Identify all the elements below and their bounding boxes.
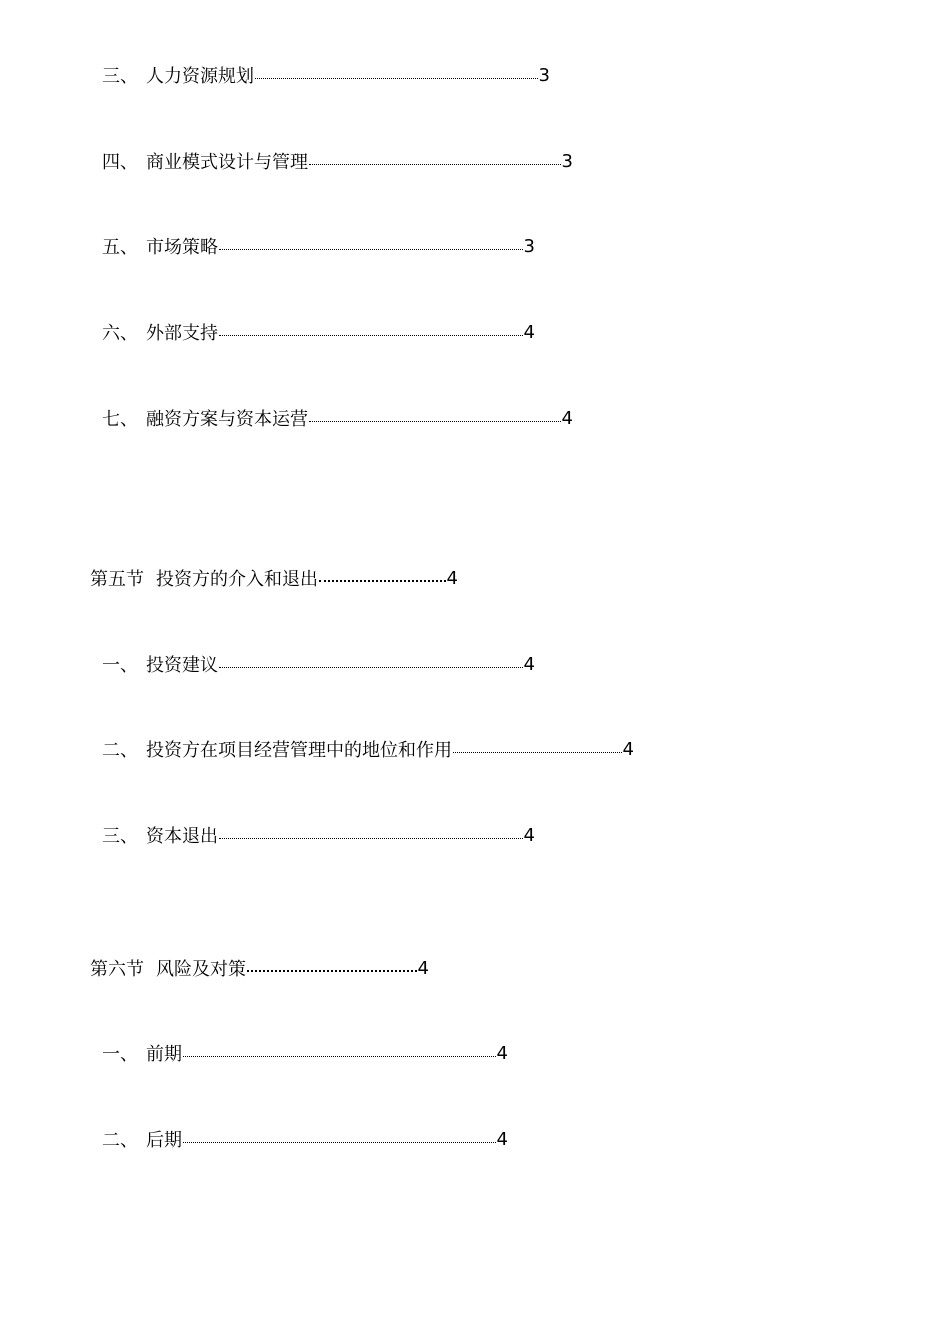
toc-entry-title: 投资建议	[146, 655, 218, 676]
toc-entry-page: 3	[538, 64, 550, 86]
toc-entry[interactable]	[102, 1041, 508, 1065]
dot-leader	[183, 1142, 496, 1143]
toc-entry-number: 五、	[102, 237, 138, 258]
toc-entry[interactable]	[102, 63, 550, 87]
toc-entry[interactable]	[102, 320, 535, 344]
toc-entry-number: 四、	[102, 152, 138, 173]
toc-entry-title: 融资方案与资本运营	[146, 409, 308, 430]
toc-entry-title: 资本退出	[146, 826, 218, 847]
toc-entry-title: 商业模式设计与管理	[146, 152, 308, 173]
toc-section-entry[interactable]	[90, 956, 429, 980]
dot-leader	[219, 838, 523, 839]
dot-leader	[319, 580, 446, 582]
toc-entry[interactable]	[102, 737, 634, 761]
toc-entry-number: 三、	[102, 826, 138, 847]
toc-entry[interactable]	[102, 823, 535, 847]
toc-entry-number: 七、	[102, 409, 138, 430]
toc-entry-number: 二、	[102, 1130, 138, 1151]
dot-leader	[255, 78, 538, 79]
dot-leader	[309, 421, 561, 422]
dot-leader	[453, 752, 622, 753]
toc-entry-page: 4	[561, 407, 573, 429]
toc-entry-page: 3	[523, 235, 535, 257]
toc-entry-page: 4	[523, 321, 535, 343]
toc-entry-title: 后期	[146, 1130, 182, 1151]
toc-entry-title: 外部支持	[146, 323, 218, 344]
toc-entry-page: 4	[417, 957, 429, 979]
toc-entry-number: 六、	[102, 323, 138, 344]
toc-entry-number: 一、	[102, 655, 138, 676]
toc-section-label: 第五节	[90, 569, 144, 590]
toc-entry-title: 前期	[146, 1044, 182, 1065]
dot-leader	[183, 1056, 496, 1057]
toc-entry-page: 3	[561, 150, 573, 172]
toc-entry[interactable]	[102, 234, 535, 258]
toc-entry[interactable]	[102, 652, 535, 676]
toc-entry-page: 4	[523, 653, 535, 675]
dot-leader	[309, 164, 561, 165]
toc-entry-page: 4	[446, 567, 458, 589]
toc-entry-title: 人力资源规划	[146, 66, 254, 87]
toc-entry-number: 三、	[102, 66, 138, 87]
toc-section-title: 投资方的介入和退出	[156, 569, 318, 590]
dot-leader	[219, 335, 523, 336]
dot-leader	[247, 970, 417, 972]
toc-entry-number: 一、	[102, 1044, 138, 1065]
toc-entry-page: 4	[496, 1128, 508, 1150]
toc-entry-title: 市场策略	[146, 237, 218, 258]
toc-entry-page: 4	[622, 738, 634, 760]
toc-section-label: 第六节	[90, 959, 144, 980]
toc-entry-page: 4	[496, 1042, 508, 1064]
toc-entry-page: 4	[523, 824, 535, 846]
toc-section-entry[interactable]	[90, 566, 458, 590]
dot-leader	[219, 667, 523, 668]
toc-section-title: 风险及对策	[156, 959, 246, 980]
toc-entry-title: 投资方在项目经营管理中的地位和作用	[146, 740, 452, 761]
toc-entry[interactable]	[102, 149, 573, 173]
toc-entry[interactable]	[102, 406, 573, 430]
dot-leader	[219, 249, 523, 250]
toc-entry[interactable]	[102, 1127, 508, 1151]
toc-entry-number: 二、	[102, 740, 138, 761]
